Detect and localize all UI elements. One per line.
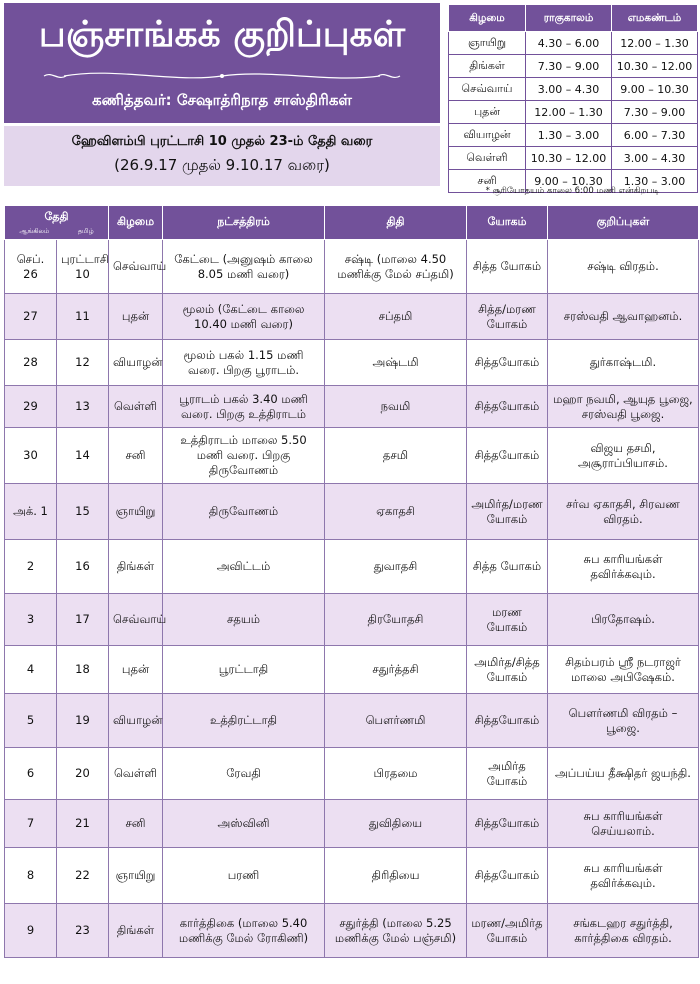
rahu-cell-yama: 3.00 – 4.30 (612, 147, 698, 170)
cell-weekday: வியாழன் (109, 340, 163, 386)
cell-note: சர்வ ஏகாதசி, சிரவண விரதம். (548, 484, 699, 540)
header-date-tamil: தமிழ் (77, 226, 94, 235)
table-row (5, 848, 699, 904)
rahu-row (449, 101, 698, 124)
cell-date-english: 2 (5, 540, 57, 594)
rahu-header-yama: எமகண்டம் (612, 5, 698, 32)
cell-weekday: வெள்ளி (109, 748, 163, 800)
cell-weekday: சனி (109, 428, 163, 484)
rahu-cell-rahu: 4.30 – 6.00 (526, 32, 612, 55)
cell-note: விஜய தசமி, அசூராப்பியாசம். (548, 428, 699, 484)
cell-date-tamil: 11 (57, 294, 109, 340)
cell-note: சரஸ்வதி ஆவாஹனம். (548, 294, 699, 340)
cell-nakshatra: மூலம் பகல் 1.15 மணி வரை. பிறகு பூராடம். (163, 340, 325, 386)
header-date (5, 206, 109, 240)
cell-tithi: ஏகாதசி (325, 484, 467, 540)
rahu-cell-yama: 1.30 – 3.00 (612, 170, 698, 193)
rahu-cell-yama: 9.00 – 10.30 (612, 78, 698, 101)
cell-date-tamil: 17 (57, 594, 109, 646)
table-row (5, 294, 699, 340)
cell-date-english: செப். 26 (5, 240, 57, 294)
table-row (5, 240, 699, 294)
cell-note: பௌர்ணமி விரதம் – பூஜை. (548, 694, 699, 748)
rahu-cell-day: சனி (449, 170, 526, 193)
cell-date-english: 6 (5, 748, 57, 800)
rahu-header-day: கிழமை (449, 5, 526, 32)
cell-tithi: சப்தமி (325, 294, 467, 340)
rahu-cell-day: ஞாயிறு (449, 32, 526, 55)
table-row (5, 428, 699, 484)
cell-date-english: அக். 1 (5, 484, 57, 540)
cell-yogam: சித்தயோகம் (467, 386, 548, 428)
header-date-label: தேதி (44, 209, 69, 223)
cell-date-english: 28 (5, 340, 57, 386)
header-yogam: யோகம் (467, 206, 548, 240)
cell-nakshatra: அவிட்டம் (163, 540, 325, 594)
cell-yogam: சித்தயோகம் (467, 428, 548, 484)
cell-note: சுப காரியங்கள் செய்யலாம். (548, 800, 699, 848)
cell-note: சிதம்பரம் ஸ்ரீ நடராஜர் மாலை அபிஷேகம். (548, 646, 699, 694)
cell-weekday: திங்கள் (109, 540, 163, 594)
cell-yogam: சித்தயோகம் (467, 694, 548, 748)
cell-yogam: அமிர்த/சித்த யோகம் (467, 646, 548, 694)
cell-nakshatra: உத்திராடம் மாலை 5.50 மணி வரை. பிறகு திருவோணம் (163, 428, 325, 484)
cell-nakshatra: அஸ்வினி (163, 800, 325, 848)
rahu-cell-day: வெள்ளி (449, 147, 526, 170)
cell-note: அப்பய்ய தீக்ஷிதர் ஜயந்தி. (548, 748, 699, 800)
table-row (5, 904, 699, 958)
cell-tithi: சதுர்த்தசி (325, 646, 467, 694)
panchangam-table (4, 205, 699, 958)
cell-date-tamil: 16 (57, 540, 109, 594)
cell-yogam: மரண யோகம் (467, 594, 548, 646)
cell-date-tamil: 21 (57, 800, 109, 848)
cell-note: சங்கடஹர சதுர்த்தி, கார்த்திகை விரதம். (548, 904, 699, 958)
cell-nakshatra: கேட்டை (அனுஷம் காலை 8.05 மணி வரை) (163, 240, 325, 294)
cell-tithi: சதுர்த்தி (மாலை 5.25 மணிக்கு மேல் பஞ்சமி) (325, 904, 467, 958)
header-notes: குறிப்புகள் (548, 206, 699, 240)
author-line: கணித்தவர்: சேஷாத்ரிநாத சாஸ்திரிகள் (92, 91, 352, 109)
sunrise-note: * சூரியோதயம் காலை 6:00 மணி என்கிறபடி (485, 186, 660, 196)
header-nakshatra: நட்சத்திரம் (163, 206, 325, 240)
cell-note: சுப காரியங்கள் தவிர்க்கவும். (548, 848, 699, 904)
rahu-cell-day: செவ்வாய் (449, 78, 526, 101)
header-date-english: ஆங்கிலம் (19, 226, 50, 235)
cell-date-english: 29 (5, 386, 57, 428)
cell-date-tamil: 15 (57, 484, 109, 540)
cell-date-tamil: புரட்டாசி 10 (57, 240, 109, 294)
rahu-cell-rahu: 10.30 – 12.00 (526, 147, 612, 170)
table-row (5, 594, 699, 646)
table-row (5, 540, 699, 594)
cell-date-tamil: 20 (57, 748, 109, 800)
cell-nakshatra: கார்த்திகை (மாலை 5.40 மணிக்கு மேல் ரோகிணி) (163, 904, 325, 958)
rahu-cell-rahu: 12.00 – 1.30 (526, 101, 612, 124)
cell-tithi: சஷ்டி (மாலை 4.50 மணிக்கு மேல் சப்தமி) (325, 240, 467, 294)
cell-date-english: 5 (5, 694, 57, 748)
cell-nakshatra: பூரட்டாதி (163, 646, 325, 694)
date-range-tamil: ஹேவிளம்பி புரட்டாசி 10 முதல் 23-ம் தேதி வரை (71, 134, 373, 149)
rahukalam-table (448, 4, 698, 193)
cell-weekday: வியாழன் (109, 694, 163, 748)
cell-yogam: சித்தயோகம் (467, 848, 548, 904)
cell-tithi: திரயோதசி (325, 594, 467, 646)
cell-note: பிரதோஷம். (548, 594, 699, 646)
cell-date-tamil: 22 (57, 848, 109, 904)
table-row (5, 646, 699, 694)
cell-yogam: சித்தயோகம் (467, 800, 548, 848)
cell-date-tamil: 12 (57, 340, 109, 386)
rahu-cell-yama: 10.30 – 12.00 (612, 55, 698, 78)
cell-tithi: நவமி (325, 386, 467, 428)
rahu-cell-yama: 6.00 – 7.30 (612, 124, 698, 147)
cell-tithi: பிரதமை (325, 748, 467, 800)
cell-date-english: 7 (5, 800, 57, 848)
decorative-ornament-icon (4, 69, 440, 83)
rahu-row (449, 32, 698, 55)
header-weekday: கிழமை (109, 206, 163, 240)
cell-weekday: புதன் (109, 294, 163, 340)
cell-nakshatra: பூராடம் பகல் 3.40 மணி வரை. பிறகு உத்திராடம் (163, 386, 325, 428)
rahu-row (449, 147, 698, 170)
table-row (5, 386, 699, 428)
cell-date-tamil: 23 (57, 904, 109, 958)
cell-note: துர்காஷ்டமி. (548, 340, 699, 386)
cell-tithi: திரிதியை (325, 848, 467, 904)
rahu-cell-day: திங்கள் (449, 55, 526, 78)
cell-weekday: புதன் (109, 646, 163, 694)
cell-weekday: ஞாயிறு (109, 484, 163, 540)
table-row (5, 800, 699, 848)
header-tithi: திதி (325, 206, 467, 240)
cell-date-english: 8 (5, 848, 57, 904)
cell-date-english: 3 (5, 594, 57, 646)
rahu-cell-rahu: 9.00 – 10.30 (526, 170, 612, 193)
cell-yogam: அமிர்த யோகம் (467, 748, 548, 800)
cell-nakshatra: திருவோணம் (163, 484, 325, 540)
cell-tithi: தசமி (325, 428, 467, 484)
table-row (5, 340, 699, 386)
cell-tithi: துவிதியை (325, 800, 467, 848)
cell-weekday: வெள்ளி (109, 386, 163, 428)
title-banner (4, 3, 440, 123)
cell-weekday: செவ்வாய் (109, 240, 163, 294)
cell-yogam: மரண/அமிர்த யோகம் (467, 904, 548, 958)
cell-weekday: செவ்வாய் (109, 594, 163, 646)
date-range-box (4, 126, 440, 186)
cell-nakshatra: சதயம் (163, 594, 325, 646)
page-title: பஞ்சாங்கக் குறிப்புகள் (38, 14, 406, 55)
rahu-row (449, 78, 698, 101)
rahu-cell-rahu: 1.30 – 3.00 (526, 124, 612, 147)
cell-date-tamil: 19 (57, 694, 109, 748)
rahu-cell-day: வியாழன் (449, 124, 526, 147)
rahu-cell-rahu: 3.00 – 4.30 (526, 78, 612, 101)
rahu-header-rahu: ராகுகாலம் (526, 5, 612, 32)
cell-tithi: பௌர்ணமி (325, 694, 467, 748)
cell-nakshatra: உத்திரட்டாதி (163, 694, 325, 748)
cell-date-english: 9 (5, 904, 57, 958)
cell-yogam: சித்த/மரண யோகம் (467, 294, 548, 340)
cell-date-english: 30 (5, 428, 57, 484)
cell-yogam: சித்தயோகம் (467, 340, 548, 386)
cell-date-tamil: 13 (57, 386, 109, 428)
cell-tithi: துவாதசி (325, 540, 467, 594)
cell-date-tamil: 14 (57, 428, 109, 484)
cell-note: சஷ்டி விரதம். (548, 240, 699, 294)
cell-yogam: சித்த யோகம் (467, 540, 548, 594)
cell-note: சுப காரியங்கள் தவிர்க்கவும். (548, 540, 699, 594)
cell-date-english: 27 (5, 294, 57, 340)
rahu-cell-rahu: 7.30 – 9.00 (526, 55, 612, 78)
rahu-cell-day: புதன் (449, 101, 526, 124)
cell-date-english: 4 (5, 646, 57, 694)
cell-nakshatra: மூலம் (கேட்டை காலை 10.40 மணி வரை) (163, 294, 325, 340)
date-range-english: (26.9.17 முதல் 9.10.17 வரை) (114, 156, 330, 174)
table-row (5, 484, 699, 540)
rahu-row (449, 124, 698, 147)
cell-nakshatra: ரேவதி (163, 748, 325, 800)
table-row (5, 748, 699, 800)
rahu-row (449, 55, 698, 78)
cell-weekday: சனி (109, 800, 163, 848)
cell-yogam: அமிர்த/மரண யோகம் (467, 484, 548, 540)
cell-weekday: ஞாயிறு (109, 848, 163, 904)
cell-tithi: அஷ்டமி (325, 340, 467, 386)
table-row (5, 694, 699, 748)
cell-date-tamil: 18 (57, 646, 109, 694)
rahu-cell-yama: 12.00 – 1.30 (612, 32, 698, 55)
cell-weekday: திங்கள் (109, 904, 163, 958)
cell-nakshatra: பரணி (163, 848, 325, 904)
cell-note: மஹா நவமி, ஆயுத பூஜை, சரஸ்வதி பூஜை. (548, 386, 699, 428)
rahu-cell-yama: 7.30 – 9.00 (612, 101, 698, 124)
cell-yogam: சித்த யோகம் (467, 240, 548, 294)
